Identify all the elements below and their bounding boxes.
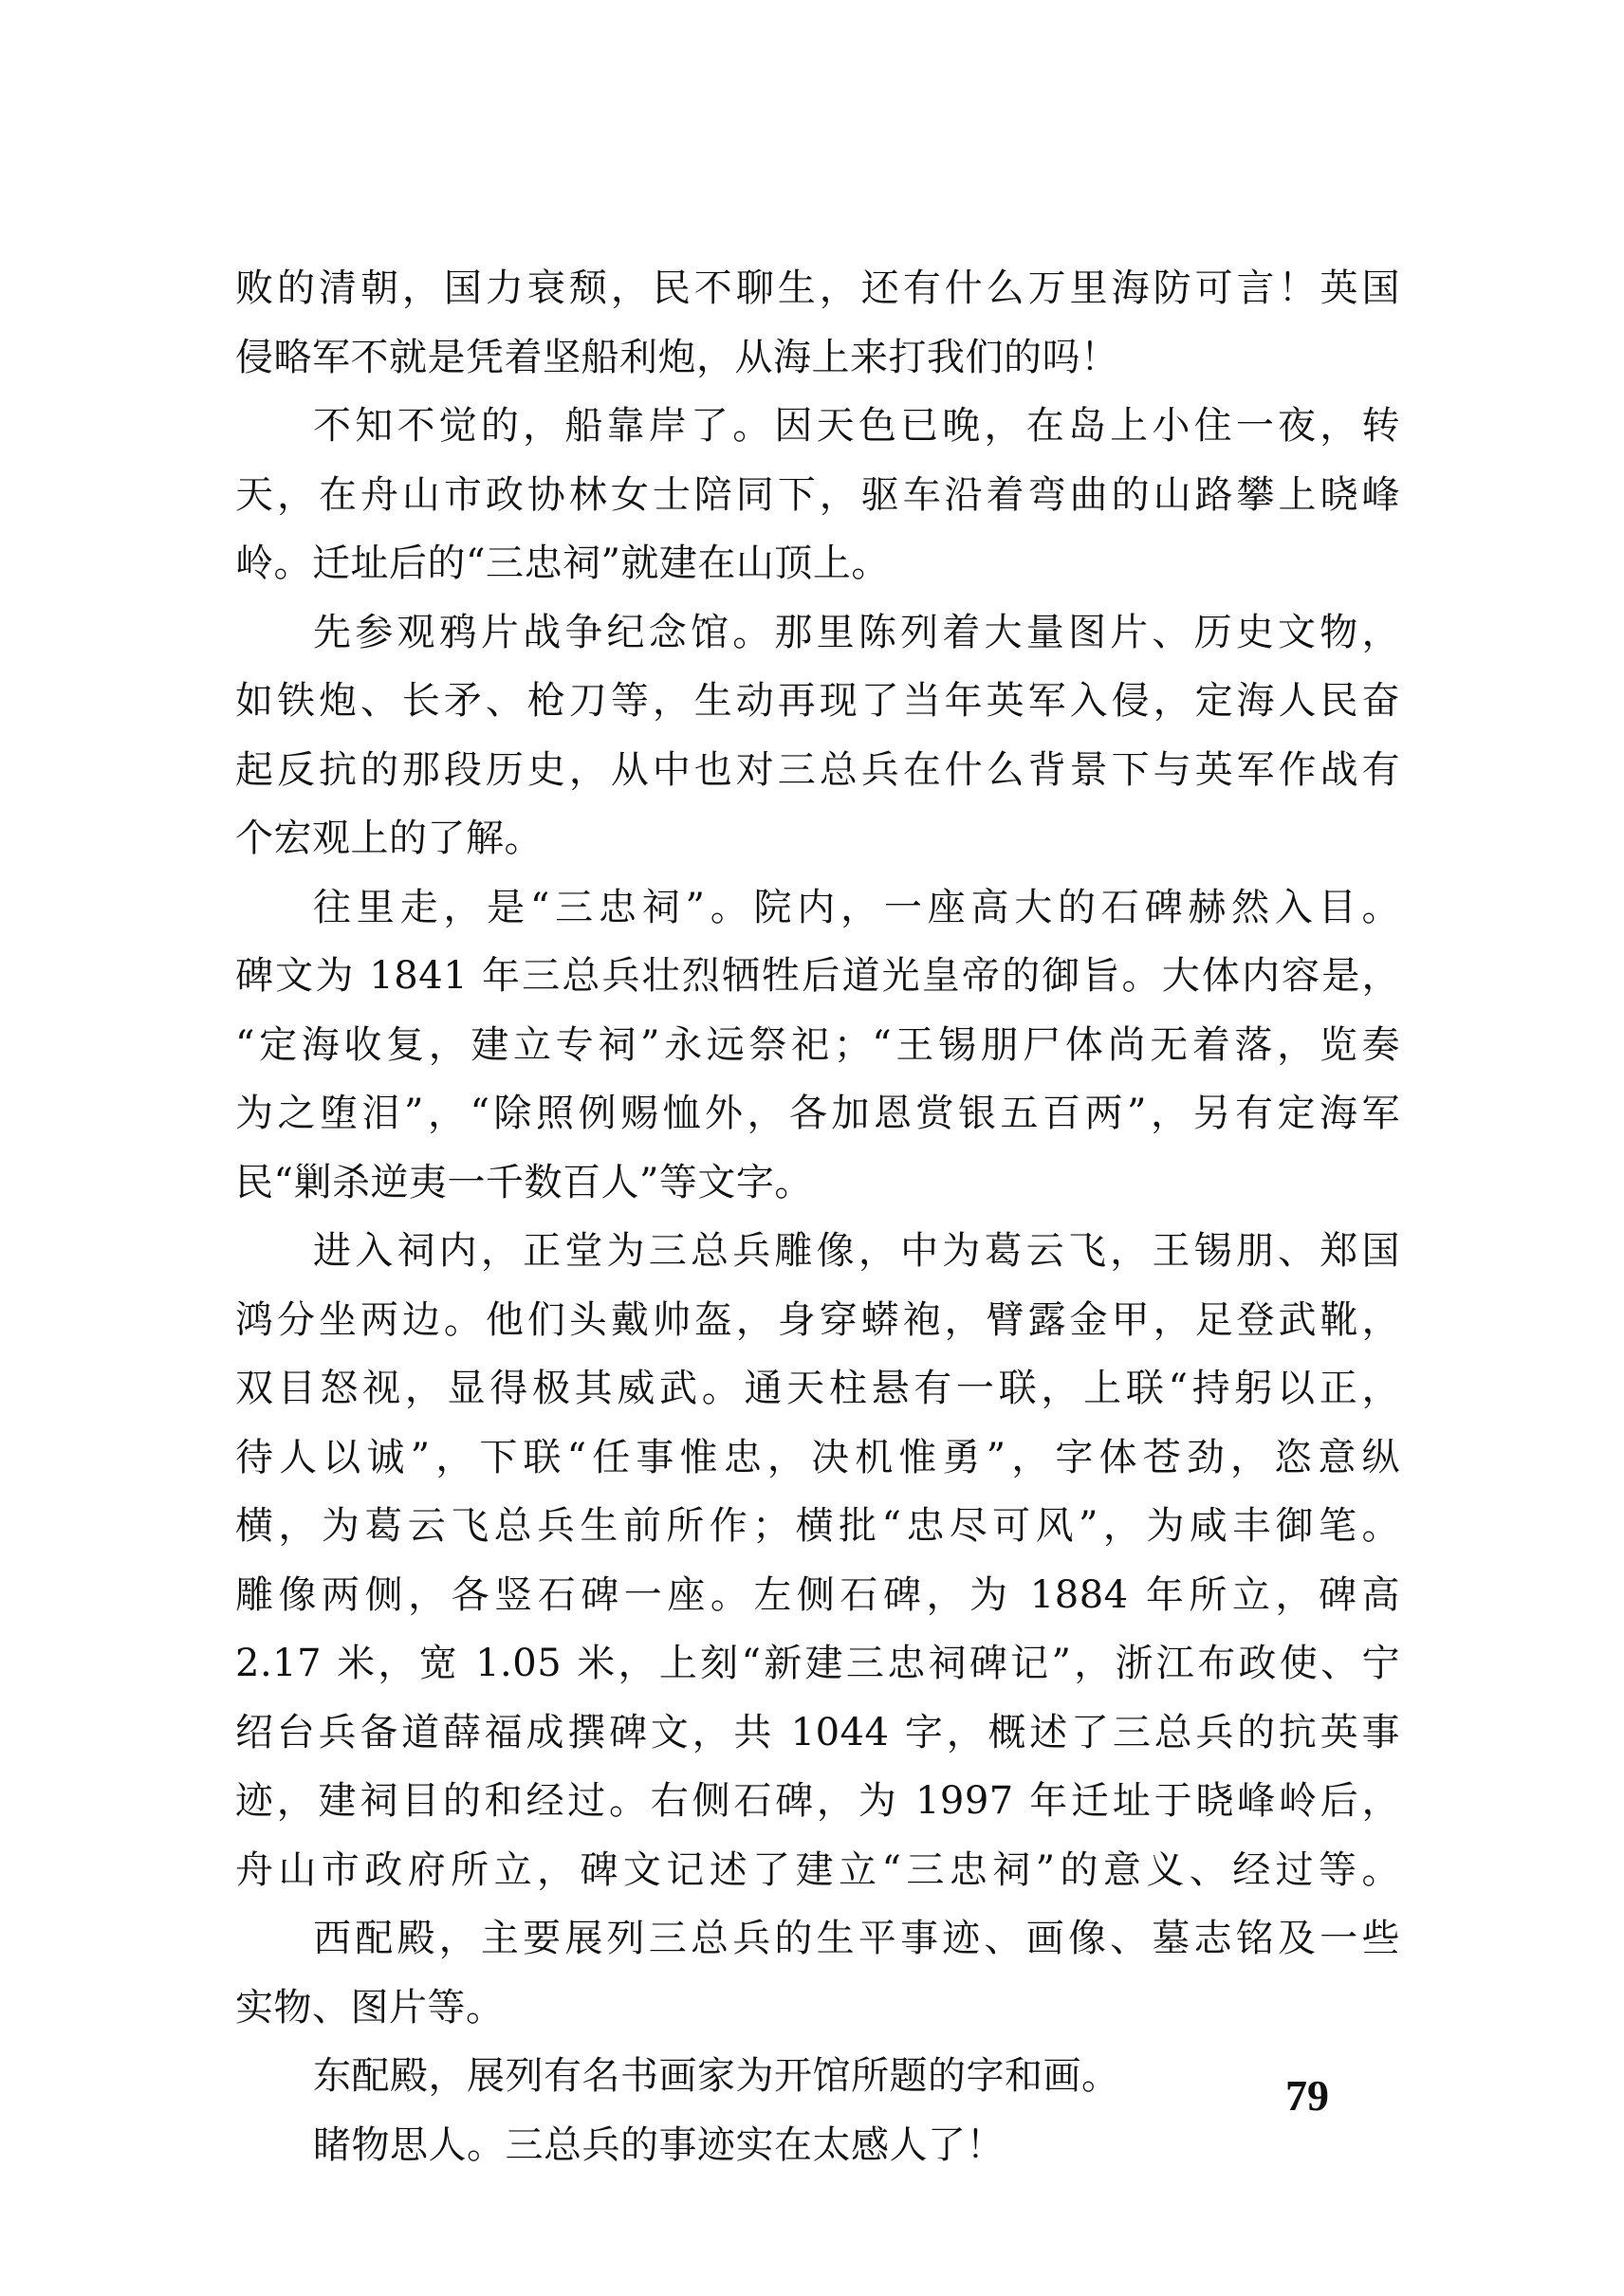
text-line: 如铁炮、长矛、枪刀等，生动再现了当年英军入侵，定海人民奋 [235,679,1400,723]
text-line: 起反抗的那段历史，从中也对三总兵在什么背景下与英军作战有 [235,747,1400,792]
text-line: 鸿分坐两边。他们头戴帅盔，身穿蟒袍，臂露金甲，足登武靴， [235,1297,1400,1342]
text-line: 进入祠内，正堂为三总兵雕像，中为葛云飞，王锡朋、郑国 [313,1229,1400,1273]
text-line: 岭。迁址后的“三忠祠”就建在山顶上。 [235,542,890,585]
text-line: 东配殿，展列有名书画家为开馆所题的字和画。 [313,2054,1120,2098]
text-line: 实物、图片等。 [235,1985,505,2030]
page-number: 79 [1285,2071,1329,2120]
body-text [235,254,1400,2179]
text-line: 舟山市政府所立，碑文记述了建立“三忠祠”的意义、经过等。 [235,1847,1400,1892]
text-line: 先参观鸦片战争纪念馆。那里陈列着大量图片、历史文物， [313,610,1400,654]
text-line: 待人以诚”，下联“任事惟忠，决机惟勇”，字体苍劲，恣意纵 [235,1435,1400,1479]
text-line: 为之堕泪”，“除照例赐恤外，各加恩赏银五百两”，另有定海军 [235,1092,1400,1135]
text-line: 个宏观上的了解。 [235,817,543,860]
text-line: 天，在舟山市政协林女士陪同下，驱车沿着弯曲的山路攀上晓峰 [235,472,1400,517]
text-line: 横，为葛云飞总兵生前所作；横批“忠尽可风”，为咸丰御笔。 [235,1504,1400,1548]
text-line: 不知不觉的，船靠岸了。因天色已晚，在岛上小住一夜，转 [313,404,1400,448]
text-line: 迹，建祠目的和经过。右侧石碑，为 1997 年迁址于晓峰岭后， [235,1779,1400,1823]
text-line: 2.17 米，宽 1.05 米，上刻“新建三忠祠碑记”，浙江布政使、宁 [235,1642,1400,1685]
text-line: 雕像两侧，各竖石碑一座。左侧石碑，为 1884 年所立，碑高 [235,1572,1400,1617]
text-line: 败的清朝，国力衰颓，民不聊生，还有什么万里海防可言！英国 [235,266,1400,310]
text-line: 往里走，是“三忠祠”。院内，一座高大的石碑赫然入目。 [313,885,1400,929]
text-line: 西配殿，主要展列三总兵的生平事迹、画像、墓志铭及一些 [313,1917,1400,1960]
text-line: 民“剿杀逆夷一千数百人”等文字。 [235,1160,813,1204]
text-line: 碑文为 1841 年三总兵壮烈牺牲后道光皇帝的御旨。大体内容是， [235,954,1400,998]
text-line: 睹物思人。三总兵的事迹实在太感人了！ [313,2122,1005,2167]
text-line: “定海收复，建立专祠”永远祭祀；“王锡朋尸体尚无着落，览奏 [235,1022,1400,1067]
text-line: 绍台兵备道薛福成撰碑文，共 1044 字，概述了三总兵的抗英事 [235,1710,1400,1754]
text-line: 侵略军不就是凭着坚船利炮，从海上来打我们的吗！ [235,335,1119,379]
text-line: 双目怒视，显得极其威武。通天柱悬有一联，上联“持躬以正， [235,1367,1400,1410]
